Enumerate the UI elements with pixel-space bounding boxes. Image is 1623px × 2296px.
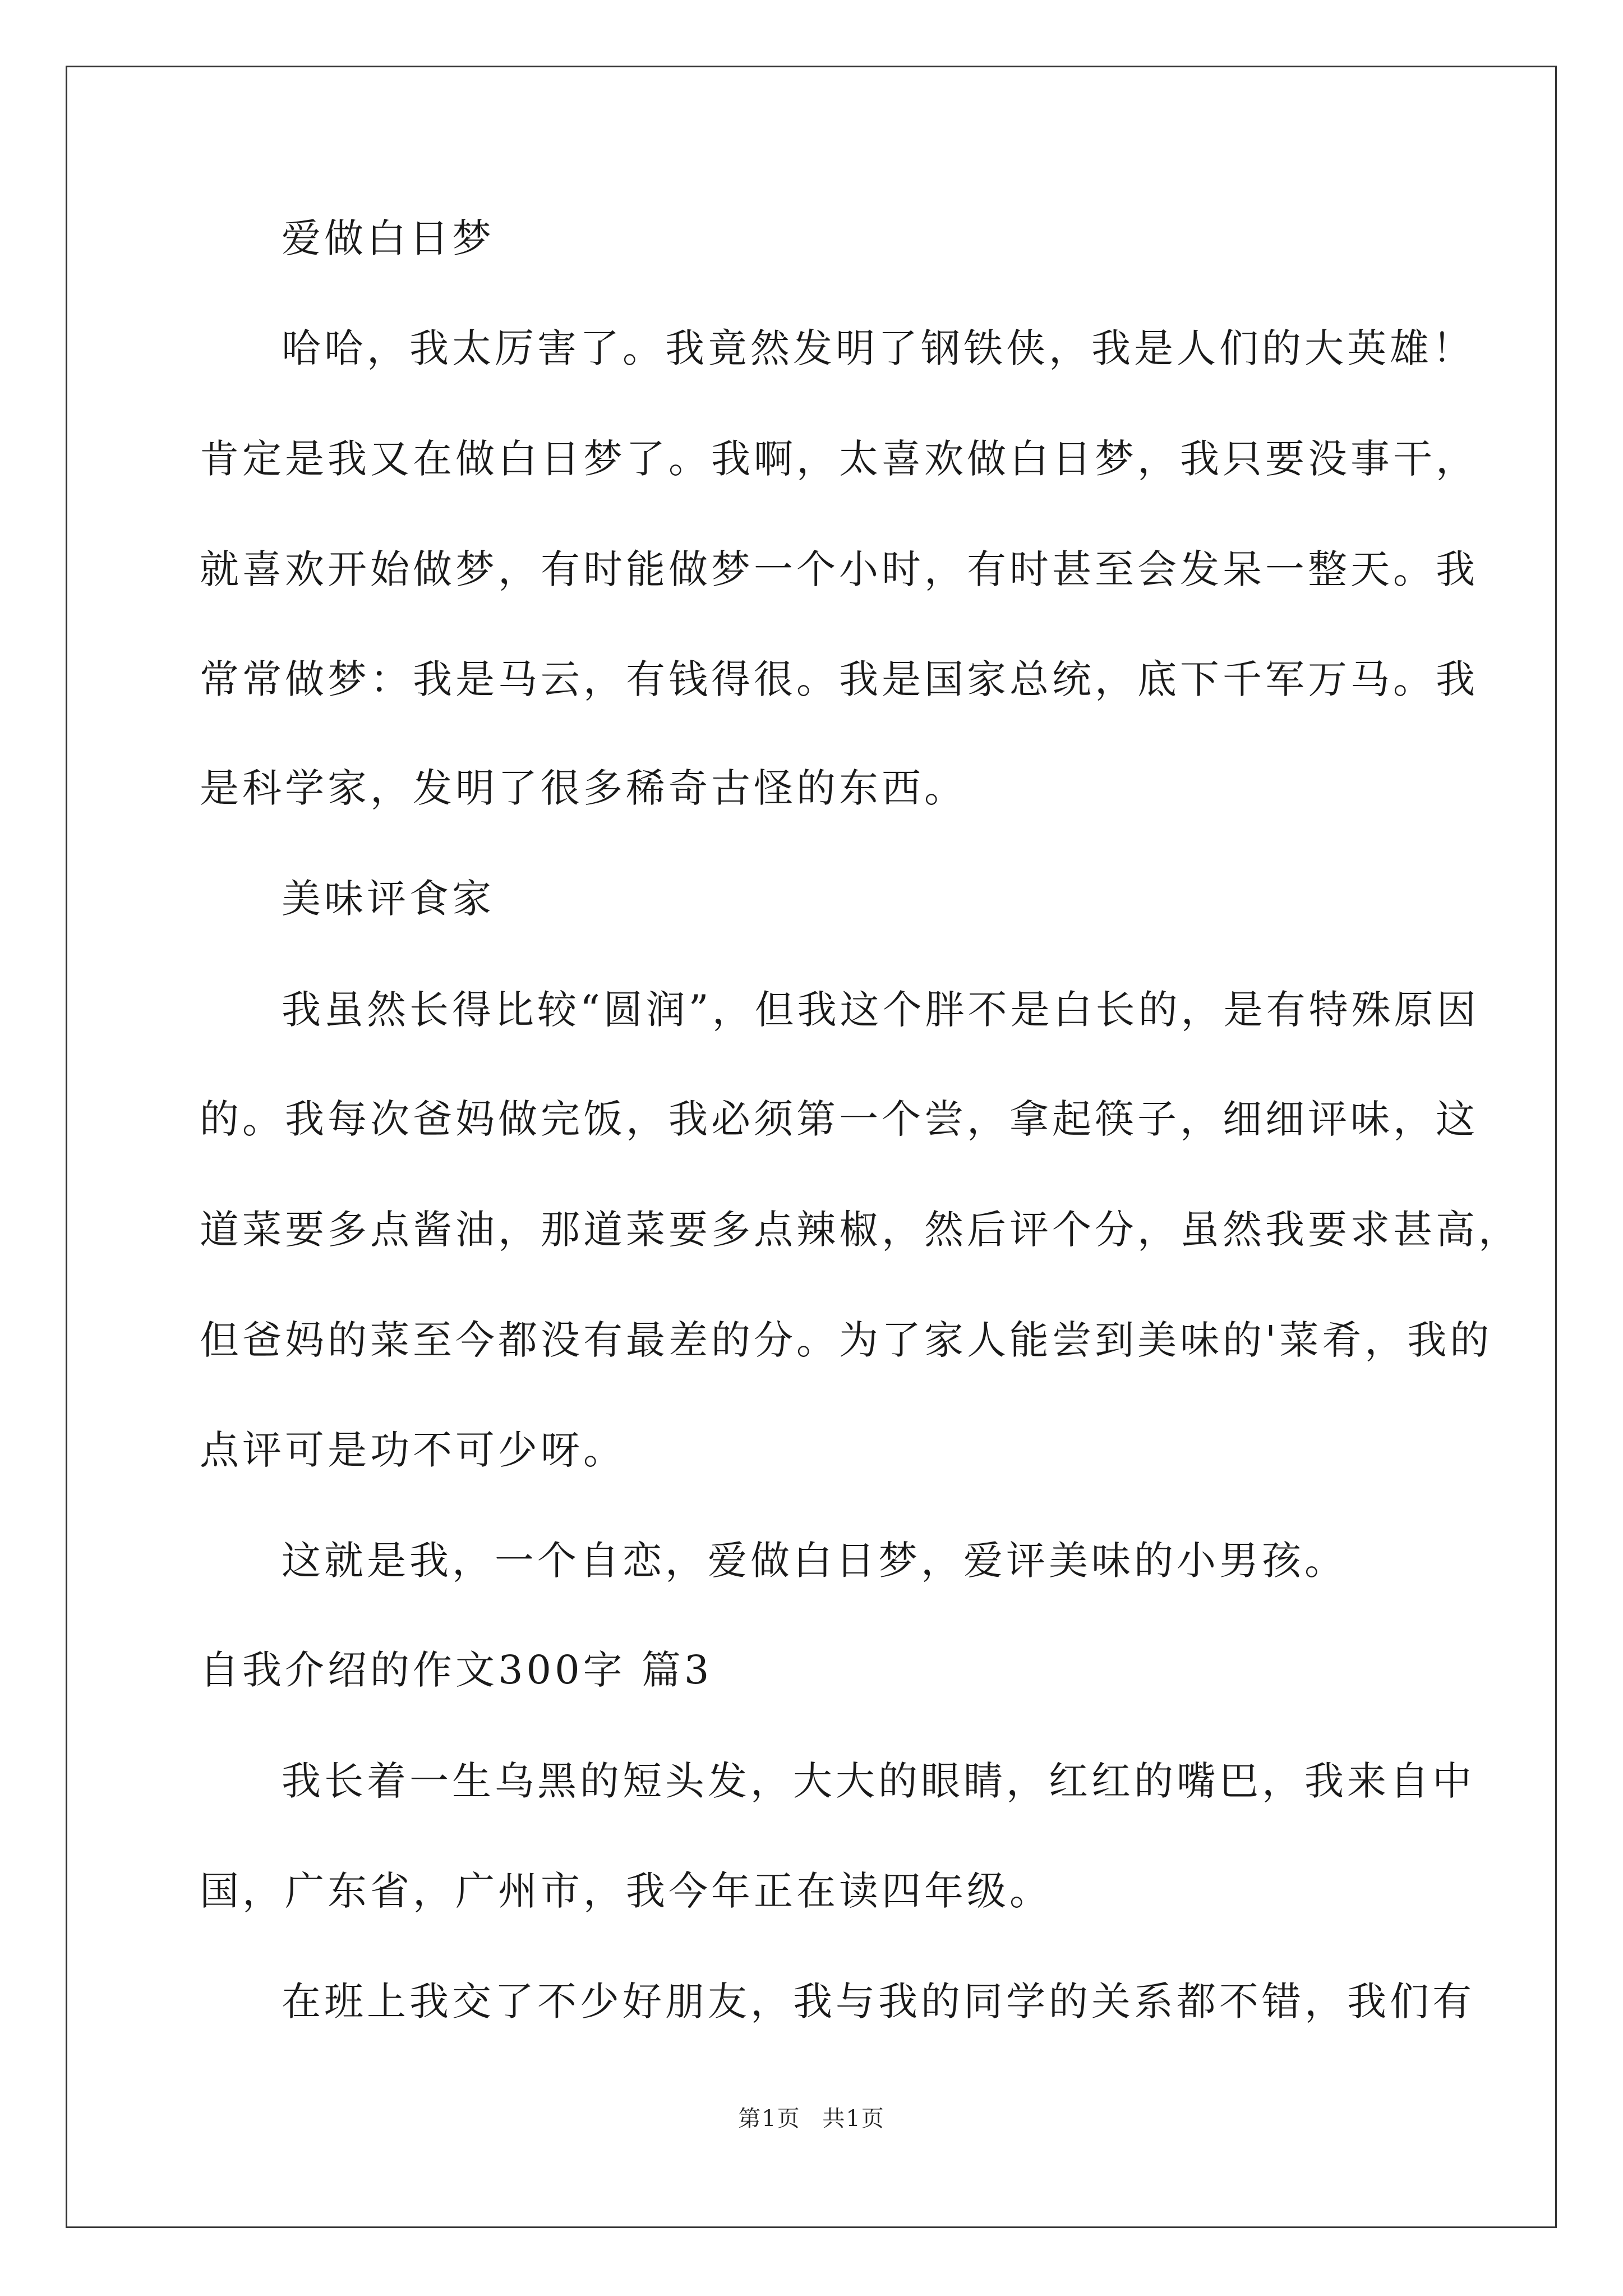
paragraph-line: 但爸妈的菜至今都没有最差的分。为了家人能尝到美味的'菜肴，我的 <box>200 1317 1493 1363</box>
paragraph-line: 哈哈，我太厉害了。我竟然发明了钢铁侠，我是人们的大英雄！ <box>282 325 1475 371</box>
section-title: 自我介绍的作文300字 篇3 <box>200 1647 713 1693</box>
paragraph-line: 的。我每次爸妈做完饭，我必须第一个尝，拿起筷子，细细评味，这 <box>200 1096 1478 1142</box>
paragraph-line: 常常做梦：我是马云，有钱得很。我是国家总统，底下千军万马。我 <box>200 656 1478 702</box>
paragraph-line: 我虽然长得比较“圆润”，但我这个胖不是白长的，是有特殊原因 <box>282 987 1479 1033</box>
heading-food-critic: 美味评食家 <box>282 876 495 922</box>
paragraph-line: 是科学家，发明了很多稀奇古怪的东西。 <box>200 765 967 811</box>
paragraph-line: 肯定是我又在做白日梦了。我啊，太喜欢做白日梦，我只要没事干， <box>200 436 1478 482</box>
page-number: 第1页 <box>738 2106 801 2132</box>
paragraph-line: 在班上我交了不少好朋友，我与我的同学的关系都不错，我们有 <box>282 1978 1475 2024</box>
paragraph-line: 国，广东省，广州市，我今年正在读四年级。 <box>200 1868 1052 1914</box>
paragraph-line: 这就是我，一个自恋，爱做白日梦，爱评美味的小男孩。 <box>282 1538 1347 1584</box>
page-footer <box>0 2101 1623 2133</box>
paragraph-line: 点评可是功不可少呀。 <box>200 1427 626 1473</box>
heading-daydream: 爱做白日梦 <box>282 215 495 261</box>
paragraph-line: 我长着一生乌黑的短头发，大大的眼睛，红红的嘴巴，我来自中 <box>282 1758 1475 1804</box>
page-total: 共1页 <box>822 2106 885 2132</box>
paragraph-line: 就喜欢开始做梦，有时能做梦一个小时，有时甚至会发呆一整天。我 <box>200 546 1478 592</box>
paragraph-line: 道菜要多点酱油，那道菜要多点辣椒，然后评个分，虽然我要求甚高， <box>200 1207 1521 1253</box>
